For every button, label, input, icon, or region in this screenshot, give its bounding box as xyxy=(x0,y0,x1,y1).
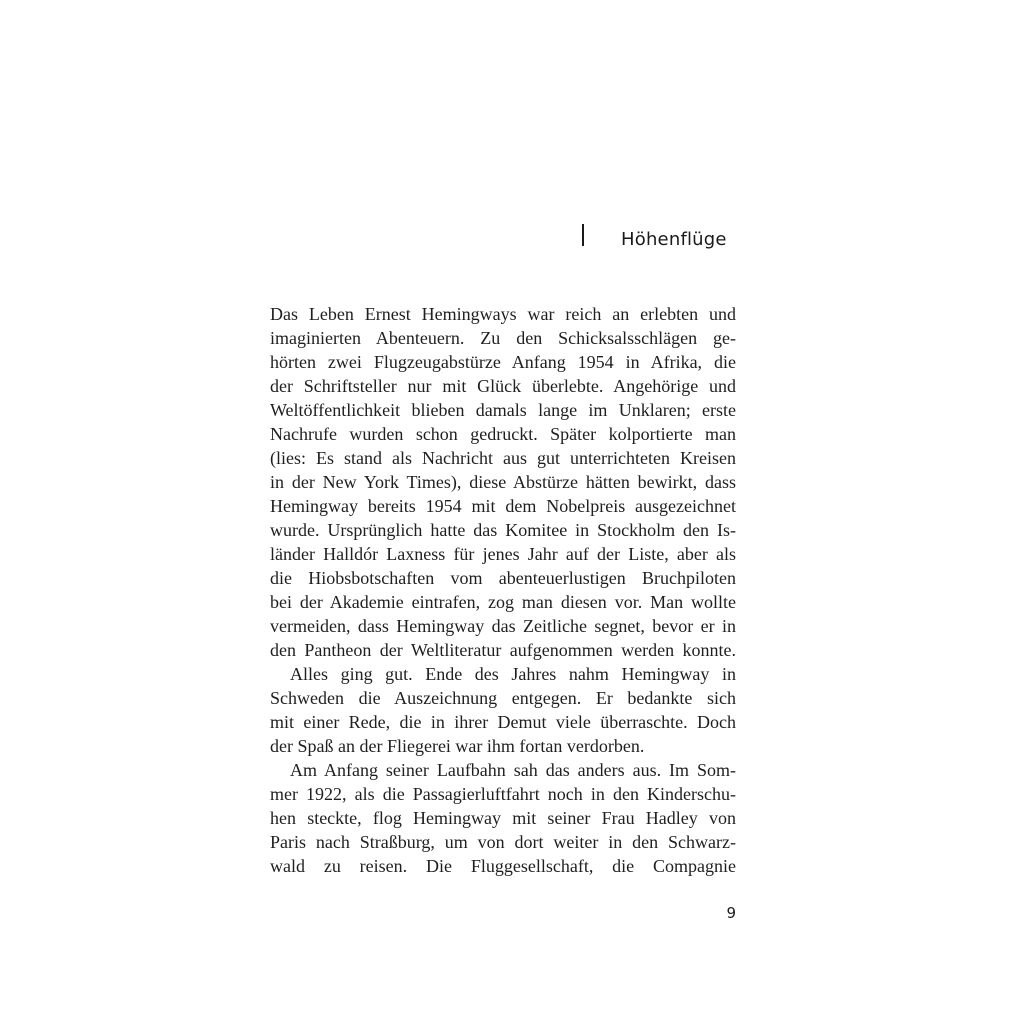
text-line: länder Halldór Laxness für jenes Jahr auf der Liste, aber als xyxy=(270,544,736,564)
chapter-divider-bar xyxy=(582,224,584,246)
text-line: den Pantheon der Weltliteratur aufgenommen werden konnte. xyxy=(270,640,736,660)
text-line: der Schriftsteller nur mit Glück überlebte. Angehörige und xyxy=(270,376,736,396)
text-line: Weltöffentlichkeit blieben damals lange im Unklaren; erste xyxy=(270,400,736,420)
text-line: Alles ging gut. Ende des Jahres nahm Hemingway in xyxy=(290,664,736,684)
text-line: mit einer Rede, die in ihrer Demut viele überraschte. Doch xyxy=(270,712,736,732)
text-line: die Hiobsbotschaften vom abenteuerlustigen Bruchpiloten xyxy=(270,568,736,588)
paragraph-2 xyxy=(270,662,736,758)
text-line: (lies: Es stand als Nachricht aus gut unterrichteten Kreisen xyxy=(270,448,736,468)
text-line: in der New York Times), diese Abstürze hätten bewirkt, dass xyxy=(270,472,736,492)
text-line: hörten zwei Flugzeugabstürze Anfang 1954 in Afrika, die xyxy=(270,352,736,372)
paragraph-3 xyxy=(270,758,736,878)
text-line: vermeiden, dass Hemingway das Zeitliche segnet, bevor er in xyxy=(270,616,736,636)
text-line: Das Leben Ernest Hemingways war reich an erlebten und xyxy=(270,304,736,324)
text-line: Am Anfang seiner Laufbahn sah das anders aus. Im Som- xyxy=(290,760,736,780)
text-line: Nachrufe wurden schon gedruckt. Später kolportierte man xyxy=(270,424,736,444)
paragraph-1 xyxy=(270,302,736,662)
text-line: Hemingway bereits 1954 mit dem Nobelpreis ausgezeichnet xyxy=(270,496,736,516)
text-line: Schweden die Auszeichnung entgegen. Er bedankte sich xyxy=(270,688,736,708)
text-line: wald zu reisen. Die Fluggesellschaft, die Compagnie xyxy=(270,856,736,876)
text-line: der Spaß an der Fliegerei war ihm fortan verdorben. xyxy=(270,736,645,756)
text-line: imaginierten Abenteuern. Zu den Schicksalsschlägen ge- xyxy=(270,328,736,348)
text-line: hen steckte, flog Hemingway mit seiner Frau Hadley von xyxy=(270,808,736,828)
text-line: Paris nach Straßburg, um von dort weiter in den Schwarz- xyxy=(270,832,736,852)
page-number: 9 xyxy=(726,904,736,922)
text-line: bei der Akademie eintrafen, zog man diesen vor. Man wollte xyxy=(270,592,736,612)
text-line: wurde. Ursprünglich hatte das Komitee in Stockholm den Is- xyxy=(270,520,736,540)
text-line: mer 1922, als die Passagierluftfahrt noch in den Kinderschu- xyxy=(270,784,736,804)
body-text xyxy=(270,302,736,878)
chapter-title: Höhenflüge xyxy=(621,229,727,250)
